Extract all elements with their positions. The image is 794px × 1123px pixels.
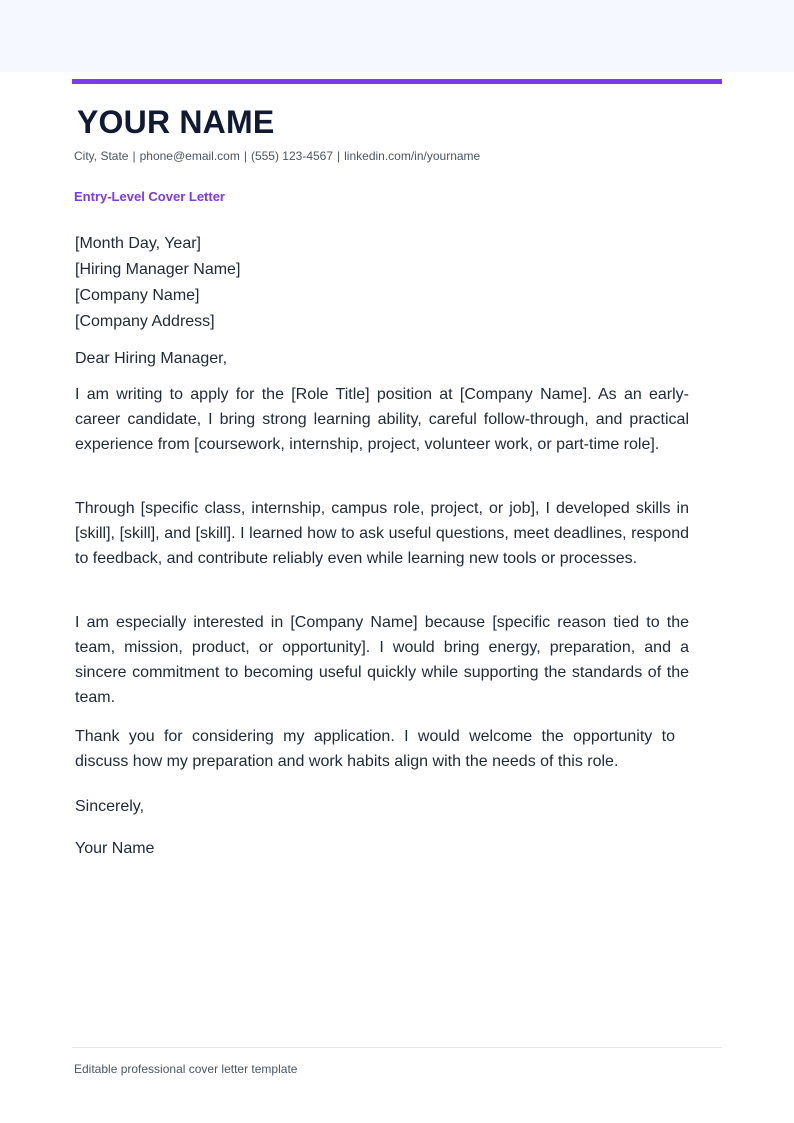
address-block xyxy=(75,231,715,335)
contact-email: phone@email.com xyxy=(139,149,240,163)
company-address: [Company Address] xyxy=(75,313,215,330)
contact-line xyxy=(74,149,480,163)
body-paragraph-3: I am especially interested in [Company Name] because [specific reason tied to the team, mission, product, or opportunity]. I would bring energy, preparation, and a sincere commitment to becoming useful quickly while supporting the standards of the team. xyxy=(75,614,689,706)
contact-linkedin: linkedin.com/in/yourname xyxy=(344,149,481,163)
closing: Sincerely, xyxy=(75,798,145,815)
company-name: [Company Name] xyxy=(75,287,200,304)
document-label: Entry-Level Cover Letter xyxy=(74,189,225,204)
contact-separator: | xyxy=(132,149,136,163)
contact-phone: (555) 123-4567 xyxy=(250,149,334,163)
letter-date: [Month Day, Year] xyxy=(75,235,201,252)
body-paragraph-1: I am writing to apply for the [Role Title] position at [Company Name]. As an early-career candidate, I bring strong learning ability, careful follow-through, and practical experience from [coursework, internship, project, volunteer work, or part-time role]. xyxy=(75,386,689,453)
footer-text: Editable professional cover letter template xyxy=(74,1062,298,1076)
body-paragraph-2: Through [specific class, internship, campus role, project, or job], I developed skills in [skill], [skill], and [skill]. I learned how to ask useful questions, meet deadlines, respond to feedback, and contribute reliably even while learning new tools or processes. xyxy=(75,500,689,567)
body-paragraph-4: Thank you for considering my application. I would welcome the opportunity to discuss how my preparation and work habits align with the needs of this role. xyxy=(75,728,675,770)
contact-location: City, State xyxy=(74,149,129,163)
top-band xyxy=(0,0,794,72)
contact-separator: | xyxy=(243,149,247,163)
signature: Your Name xyxy=(75,840,155,857)
recipient-name: [Hiring Manager Name] xyxy=(75,261,241,278)
applicant-name: YOUR NAME xyxy=(77,104,275,140)
contact-separator: | xyxy=(337,149,341,163)
footer-rule xyxy=(72,1047,722,1048)
salutation: Dear Hiring Manager, xyxy=(75,350,228,367)
accent-rule xyxy=(72,79,722,84)
